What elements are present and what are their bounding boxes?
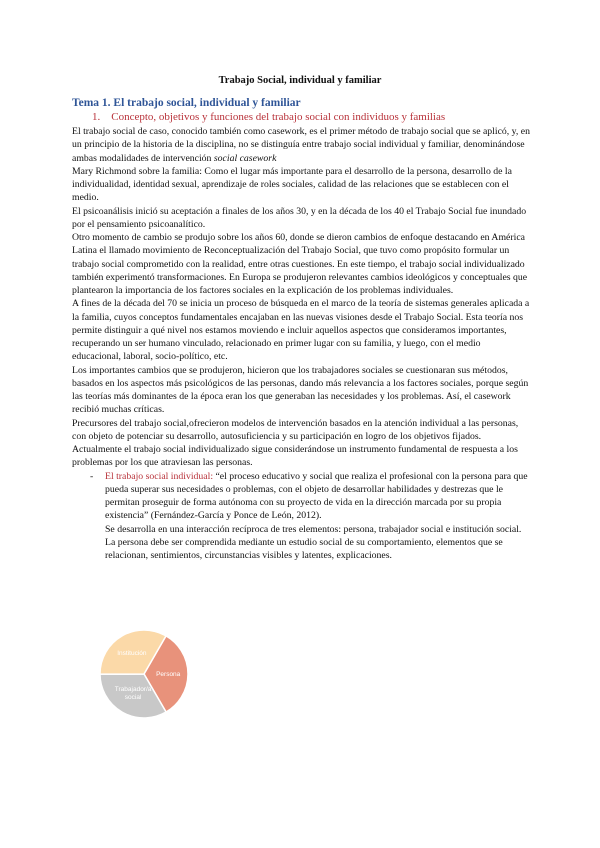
paragraph: Otro momento de cambio se produjo sobre los años 60, donde se dieron cambios de enfoque destacando en América Latina el llamado movimiento de Reconceptualización del Trabajo Social, que tuvo como propósito formular un trabajo social comprometido con la realidad, entre otras cuestiones. En este tiempo, el trabajo social individualizado también experimentó transformaciones. En Europa se produjeron relevantes cambios ideológicos y conceptuales que plantearon la importancia de los factores sociales en la explicación de los problemas individuales. bbox=[72, 232, 528, 296]
heading-section-1 bbox=[92, 111, 445, 123]
list-bullet: - bbox=[90, 470, 94, 482]
document-title: Trabajo Social, individual y familiar bbox=[218, 75, 382, 86]
list-item-continuation: Se desarrolla en una interacción recíproca de tres elementos: persona, trabajador social e institución social. La persona debe ser comprendida mediante un estudio social de su comportamiento, elementos que se relacionan, sentimientos, circunstancias visibles y latentes, explicaciones. bbox=[105, 523, 522, 561]
list-item-term: El trabajo social individual: bbox=[105, 470, 214, 482]
pie-slice-label-1: Persona bbox=[156, 671, 181, 678]
paragraph: El trabajo social de caso, conocido también como casework, es el primer método de trabajo social que se aplicó, y, en un principio de la historia de la disciplina, no se distinguía entre trabajo social individual y familiar, denominándose ambas modalidades de intervención social casework bbox=[72, 126, 530, 164]
paragraph: A fines de la década del 70 se inicia un proceso de búsqueda en el marco de la teoría de sistemas generales aplicada a la familia, cuyos conceptos fundamentales encajaban en las nuevas visiones desde el Trabajo Social. Esta teoría nos permite distinguir a qué nivel nos estamos moviendo e incluir aquellos aspectos que consideramos importantes, recuperando un ser humano vinculado, relacionado en primer lugar con su familia, y luego, con el medio educacional, laboral, socio-político, etc. bbox=[72, 298, 530, 363]
heading-section-number: 1. bbox=[92, 111, 101, 123]
italic-term: social casework bbox=[213, 152, 277, 164]
pie-slice-label-3: Institución bbox=[117, 650, 147, 658]
paragraph: Actualmente el trabajo social individualizado sigue considerándose un instrumento fundamental de respuesta a los problemas por los que atraviesan las personas. bbox=[72, 444, 518, 469]
body-text bbox=[72, 125, 530, 562]
pie-chart bbox=[98, 618, 190, 728]
list-item-definition: “el proceso educativo y social que realiza el profesional con la persona para que pueda superar sus necesidades o problemas, con el objeto de desarrollar habilidades y destrezas que le permitan proseguir de forma autónoma con su proyecto de vida en la dirección marcada por su propia existencia” (Fernández-García y Ponce de León, 2012). bbox=[105, 470, 528, 522]
list-item bbox=[90, 470, 530, 563]
paragraph: Mary Richmond sobre la familia: Como el lugar más importante para el desarrollo de la persona, desarrollo de la individualidad, identidad sexual, aprendizaje de roles sociales, calidad de las relaciones que se establecen con el medio. bbox=[72, 165, 512, 204]
paragraph: Precursores del trabajo social,ofrecieron modelos de intervención basados en la atención individual a las personas, con objeto de potenciar su desarrollo, autosuficiencia y su participación en logro de los objetivos fijados. bbox=[72, 417, 519, 442]
heading-section-text: Concepto, objetivos y funciones del trabajo social con individuos y familias bbox=[111, 111, 446, 123]
heading-tema-1: Tema 1. El trabajo social, individual y familiar bbox=[72, 97, 301, 109]
paragraph: Los importantes cambios que se produjeron, hicieron que los trabajadores sociales se cuestionaran sus métodos, basados en los aspectos más psicológicos de las personas, dando más relevancia a los factores sociales, porque según las teorías más dominantes de la época eran los que generaban las necesidades y los problemas. Así, el casework recibió muchas críticas. bbox=[72, 364, 529, 416]
pie-slice-label-2: Trabajador/a social bbox=[114, 686, 152, 702]
paragraph: El psicoanálisis inició su aceptación a finales de los años 30, y en la década de los 40 el Trabajo Social fue inundado por el pensamiento psicoanalítico. bbox=[72, 205, 527, 230]
